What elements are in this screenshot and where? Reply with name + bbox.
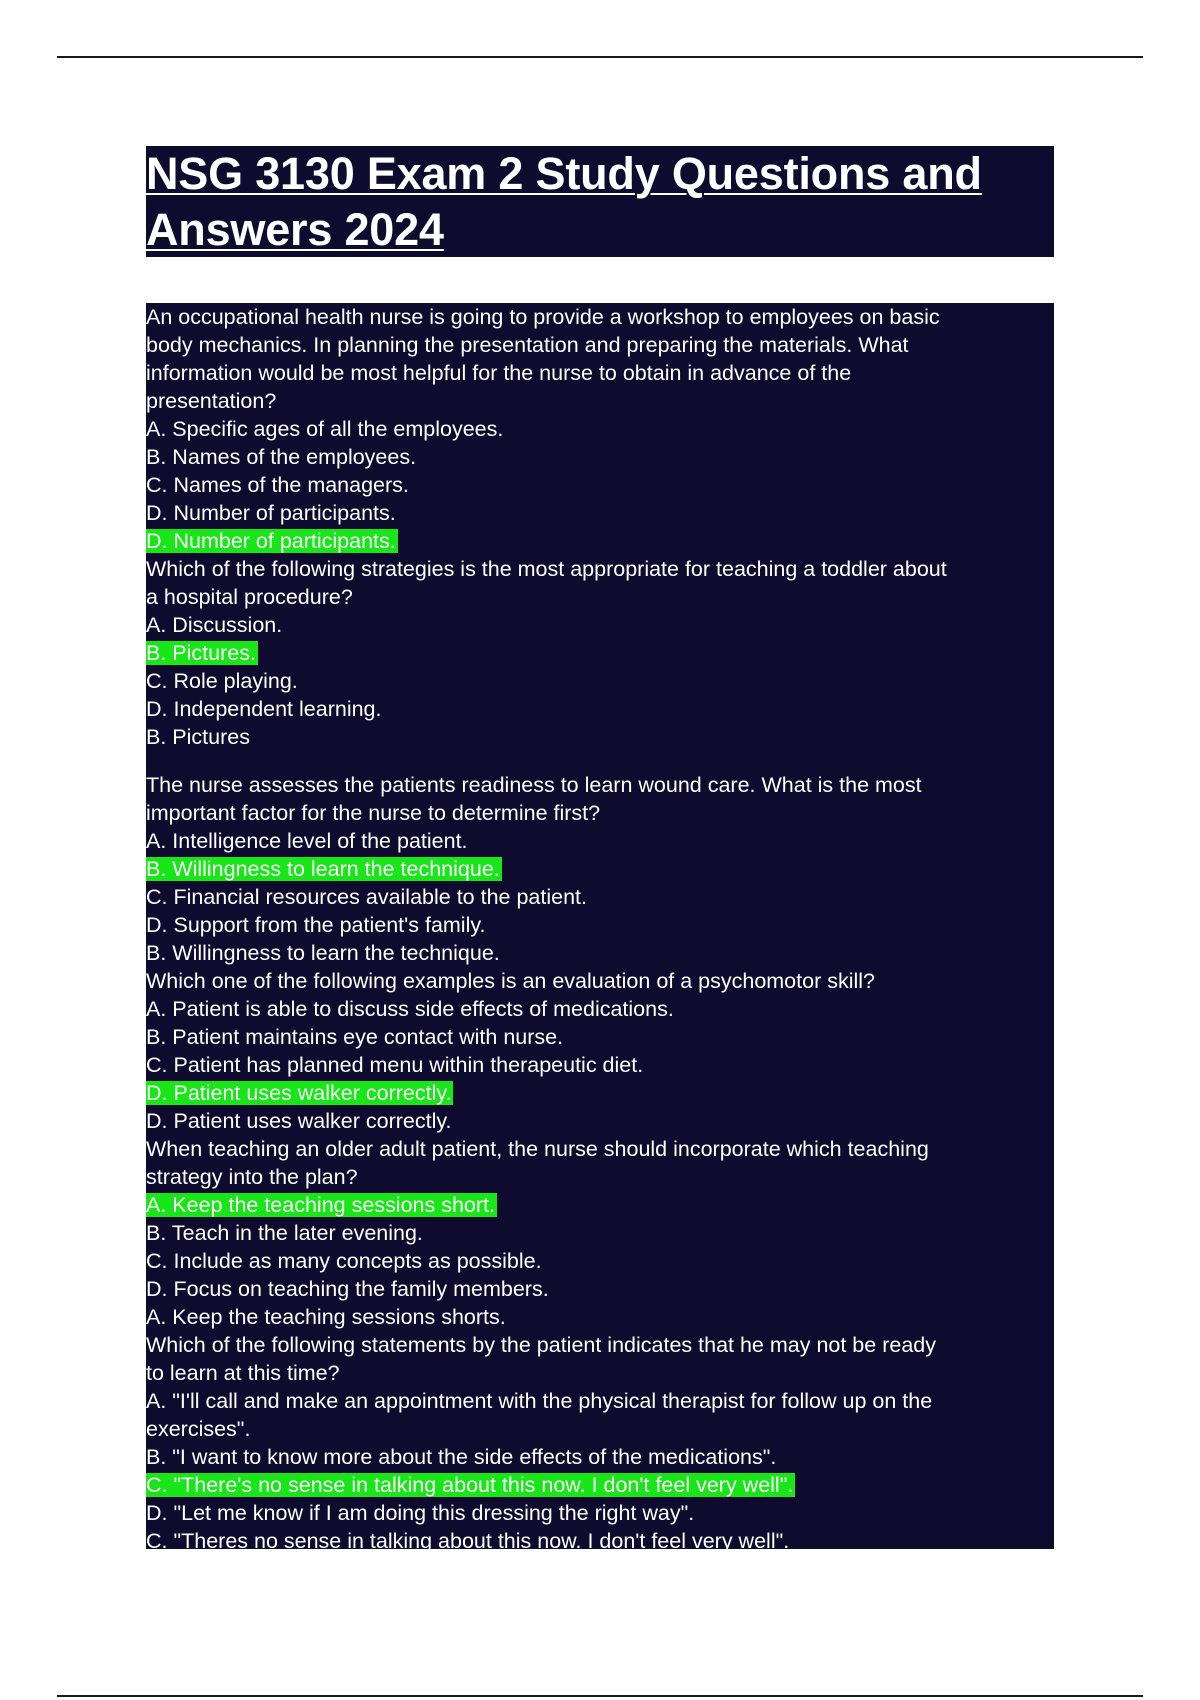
highlighted-answer-line [146,855,1054,883]
correct-answer: B. Willingness to learn the technique. [146,941,500,965]
answer-option: B. Names of the employees. [146,445,417,469]
highlighted-answer-line [146,1191,1054,1219]
answer-option: C. Patient has planned menu within therapeutic diet. [146,1053,644,1077]
title-line-2: Answers 2024 [146,204,444,255]
highlighted-answer: D. Patient uses walker correctly. [146,1081,452,1105]
question-text: When teaching an older adult patient, the nurse should incorporate which teaching [146,1137,929,1161]
answer-option: A. Patient is able to discuss side effects of medications. [146,997,674,1021]
correct-answer: C. "Theres no sense in talking about this now. I don't feel very well". [146,1529,790,1553]
answer-option: D. "Let me know if I am doing this dressing the right way". [146,1501,695,1525]
question-text: strategy into the plan? [146,1165,358,1189]
question-text: body mechanics. In planning the presentation and preparing the materials. What [146,333,909,357]
correct-answer: D. Patient uses walker correctly. [146,1109,452,1133]
answer-option: A. Intelligence level of the patient. [146,829,468,853]
highlighted-answer-line [146,639,1054,667]
answer-option: A. Specific ages of all the employees. [146,417,504,441]
answer-option: D. Number of participants. [146,501,396,525]
answer-option: A. Discussion. [146,613,283,637]
highlighted-answer: A. Keep the teaching sessions short. [146,1193,495,1217]
correct-answer: A. Keep the teaching sessions shorts. [146,1305,506,1329]
answer-option: B. Teach in the later evening. [146,1221,423,1245]
title-block [146,146,1054,257]
answer-option: A. "I'll call and make an appointment with the physical therapist for follow up on the [146,1389,933,1413]
question-text: presentation? [146,389,277,413]
answer-option: D. Focus on teaching the family members. [146,1277,549,1301]
answer-option: C. Include as many concepts as possible. [146,1249,542,1273]
answer-option: C. Financial resources available to the patient. [146,885,587,909]
question-text: information would be most helpful for the nurse to obtain in advance of the [146,361,852,385]
highlighted-answer: B. Willingness to learn the technique. [146,857,500,881]
highlighted-answer-line [146,1079,1054,1107]
question-text: important factor for the nurse to determine first? [146,801,601,825]
answer-option: D. Support from the patient's family. [146,913,486,937]
spacer [146,751,1054,771]
highlighted-answer: C. "There's no sense in talking about this now. I don't feel very well". [146,1473,794,1497]
highlighted-answer: D. Number of participants. [146,529,396,553]
top-rule [57,56,1143,58]
highlighted-answer-line [146,527,1054,555]
question-text: to learn at this time? [146,1361,340,1385]
question-text: Which of the following strategies is the most appropriate for teaching a toddler about [146,557,947,581]
answer-option: B. Patient maintains eye contact with nurse. [146,1025,564,1049]
answer-option: B. "I want to know more about the side effects of the medications". [146,1445,777,1469]
answer-option: C. Names of the managers. [146,473,409,497]
highlighted-answer-line [146,1471,1054,1499]
question-text: a hospital procedure? [146,585,353,609]
question-text: Which of the following statements by the patient indicates that he may not be ready [146,1333,936,1357]
bottom-rule [57,1695,1143,1697]
question-text: The nurse assesses the patients readiness to learn wound care. What is the most [146,773,922,797]
answer-option: exercises". [146,1417,251,1441]
questions-block [146,303,1054,1553]
title-line-1: NSG 3130 Exam 2 Study Questions and [146,148,982,199]
correct-answer: B. Pictures [146,725,250,749]
answer-option: C. Role playing. [146,669,298,693]
document-title [146,146,1054,258]
question-text: An occupational health nurse is going to provide a workshop to employees on basic [146,305,940,329]
highlighted-answer: B. Pictures. [146,641,256,665]
question-text: Which one of the following examples is an evaluation of a psychomotor skill? [146,969,875,993]
answer-option: D. Independent learning. [146,697,382,721]
